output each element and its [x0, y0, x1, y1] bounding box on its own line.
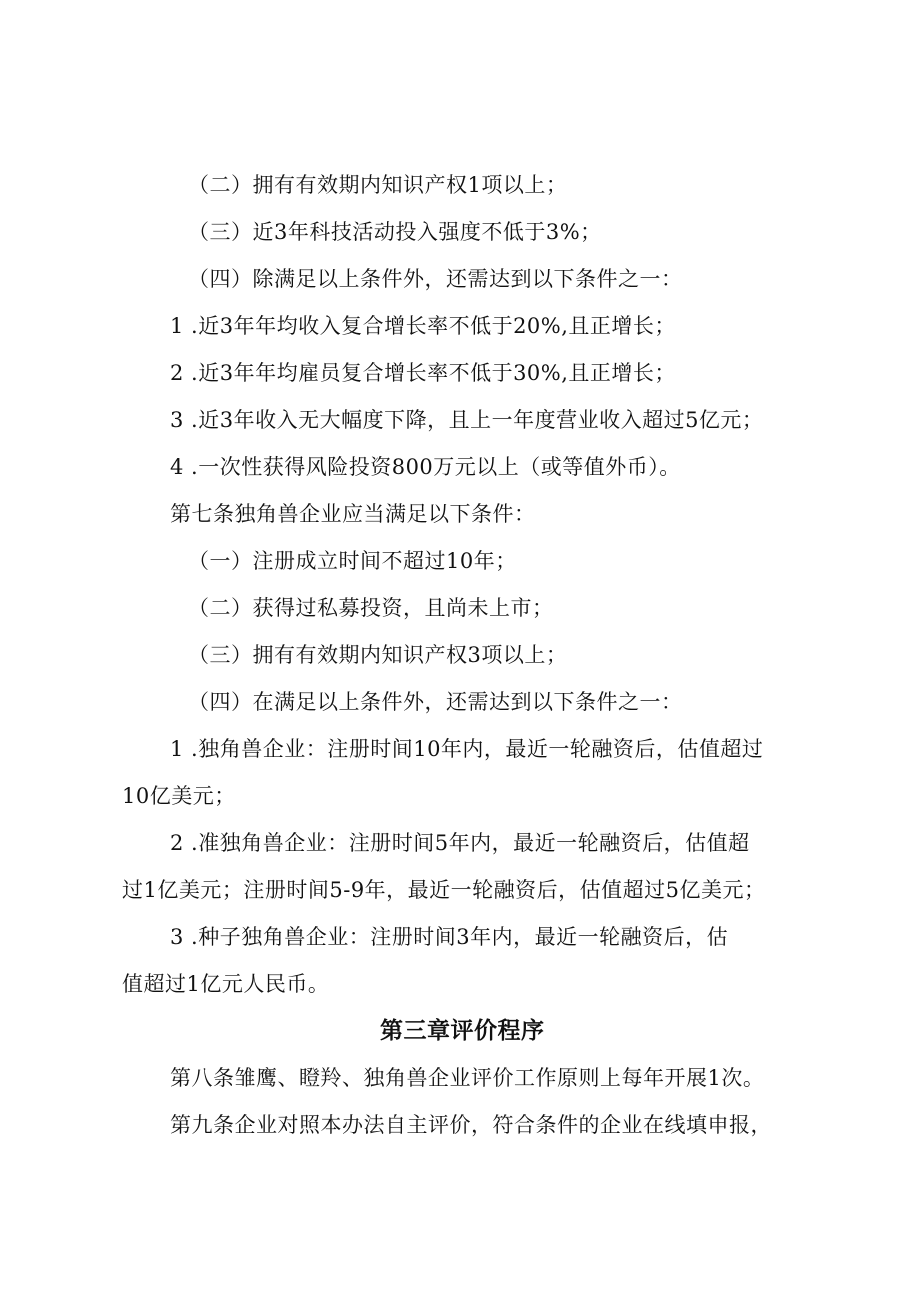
unicorn-clause-4: （四）在满足以上条件外，还需达到以下条件之一： — [188, 690, 683, 714]
unicorn-clause-3: （三）拥有有效期内知识产权3项以上； — [188, 643, 568, 667]
article-7-title: 第七条独角兽企业应当满足以下条件： — [170, 502, 536, 526]
unicorn-item-3-cont: 值超过1亿元人民币。 — [122, 972, 330, 996]
unicorn-item-2: 2 .准独角兽企业：注册时间5年内，最近一轮融资后，估值超 — [170, 831, 750, 855]
clause-3-rd-intensity: （三）近3年科技活动投入强度不低于3%； — [188, 220, 602, 244]
item-4-venture-capital: 4 .一次性获得风险投资800万元以上（或等值外币）。 — [170, 455, 681, 479]
unicorn-item-1: 1 .独角兽企业：注册时间10年内，最近一轮融资后，估值超过 — [170, 737, 764, 761]
unicorn-clause-1: （一）注册成立时间不超过10年； — [188, 549, 517, 573]
article-8: 第八条雏鹰、瞪羚、独角兽企业评价工作原则上每年开展1次。 — [170, 1066, 765, 1090]
unicorn-item-2-cont: 过1亿美元；注册时间5-9年，最近一轮融资后，估值超过5亿美元； — [122, 878, 766, 902]
unicorn-item-3: 3 .种子独角兽企业：注册时间3年内，最近一轮融资后，估 — [170, 925, 729, 949]
unicorn-item-1-cont: 10亿美元； — [122, 784, 236, 808]
clause-2-ip: （二）拥有有效期内知识产权1项以上； — [188, 173, 568, 197]
item-2-employee-growth: 2 .近3年年均雇员复合增长率不低于30%,且正增长； — [170, 361, 676, 385]
article-9: 第九条企业对照本办法自主评价，符合条件的企业在线填申报， — [170, 1113, 772, 1137]
item-1-revenue-growth: 1 .近3年年均收入复合增长率不低于20%,且正增长； — [170, 314, 676, 338]
unicorn-clause-2: （二）获得过私募投资，且尚未上市； — [188, 596, 554, 620]
item-3-revenue-stable: 3 .近3年收入无大幅度下降，且上一年度营业收入超过5亿元； — [170, 408, 764, 432]
clause-4-additional: （四）除满足以上条件外，还需达到以下条件之一： — [188, 267, 683, 291]
chapter-heading: 第三章评价程序 — [380, 1018, 545, 1044]
